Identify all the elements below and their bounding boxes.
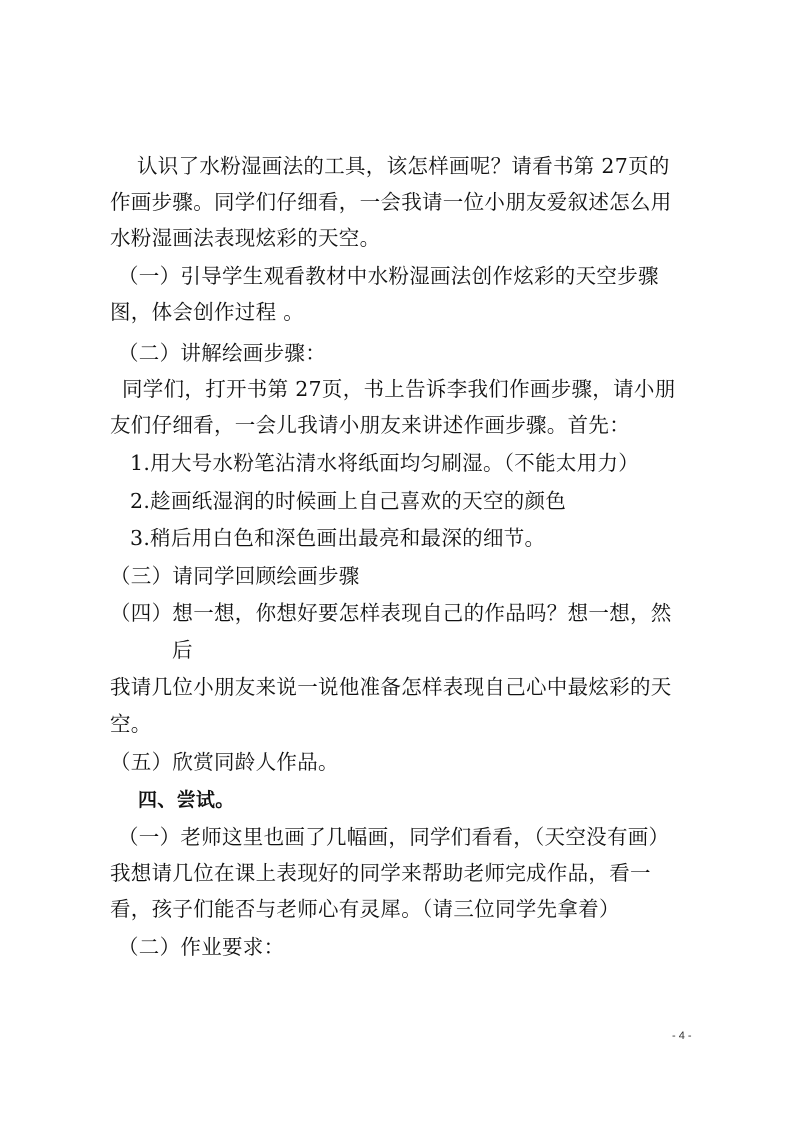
paragraph-line: 同学们，打开书第 27页，书上告诉李我们作画步骤，请小朋 <box>122 377 676 401</box>
section-heading: （二）作业要求： <box>118 935 285 959</box>
section-heading: （一）老师这里也画了几幅画，同学们看看，（天空没有画） <box>118 825 670 849</box>
paragraph-line: 我想请几位在课上表现好的同学来帮助老师完成作品，看一 <box>110 861 651 885</box>
step-item: 3.稍后用白色和深色画出最亮和最深的细节。 <box>130 526 546 550</box>
paragraph-line: 图，体会创作过程 。 <box>110 300 305 324</box>
paragraph-line: 我请几位小朋友来说一说他准备怎样表现自己心中最炫彩的天 <box>110 675 672 699</box>
step-item: 1.用大号水粉笔沾清水将纸面均匀刷湿。（不能太用力） <box>130 451 640 475</box>
paragraph-line: 作画步骤。同学们仔细看，一会我请一位小朋友爱叙述怎么用 <box>110 190 672 214</box>
paragraph-line: 友们仔细看，一会儿我请小朋友来讲述作画步骤。首先： <box>110 413 630 437</box>
section-heading: （二）讲解绘画步骤： <box>118 341 326 365</box>
section-heading: （一）引导学生观看教材中水粉湿画法创作炫彩的天空步骤 <box>118 264 659 288</box>
main-heading: 四、尝试。 <box>138 789 235 811</box>
section-heading: （三）请同学回顾绘画步骤 <box>110 564 360 588</box>
paragraph-line: 空。 <box>110 712 152 736</box>
paragraph-line: 后 <box>172 638 193 662</box>
page-number: - 4 - <box>672 1030 692 1042</box>
paragraph-line: 看，孩子们能否与老师心有灵犀。（请三位同学先拿着） <box>110 897 620 921</box>
paragraph-line: 水粉湿画法表现炫彩的天空。 <box>110 226 381 250</box>
section-heading: （五）欣赏同龄人作品。 <box>110 750 339 774</box>
paragraph-line: 认识了水粉湿画法的工具，该怎样画呢？请看书第 27页的 <box>137 154 670 178</box>
step-item: 2.趁画纸湿润的时候画上自己喜欢的天空的颜色 <box>130 489 567 513</box>
section-heading: （四）想一想，你想好要怎样表现自己的作品吗？想一想，然 <box>110 601 672 625</box>
